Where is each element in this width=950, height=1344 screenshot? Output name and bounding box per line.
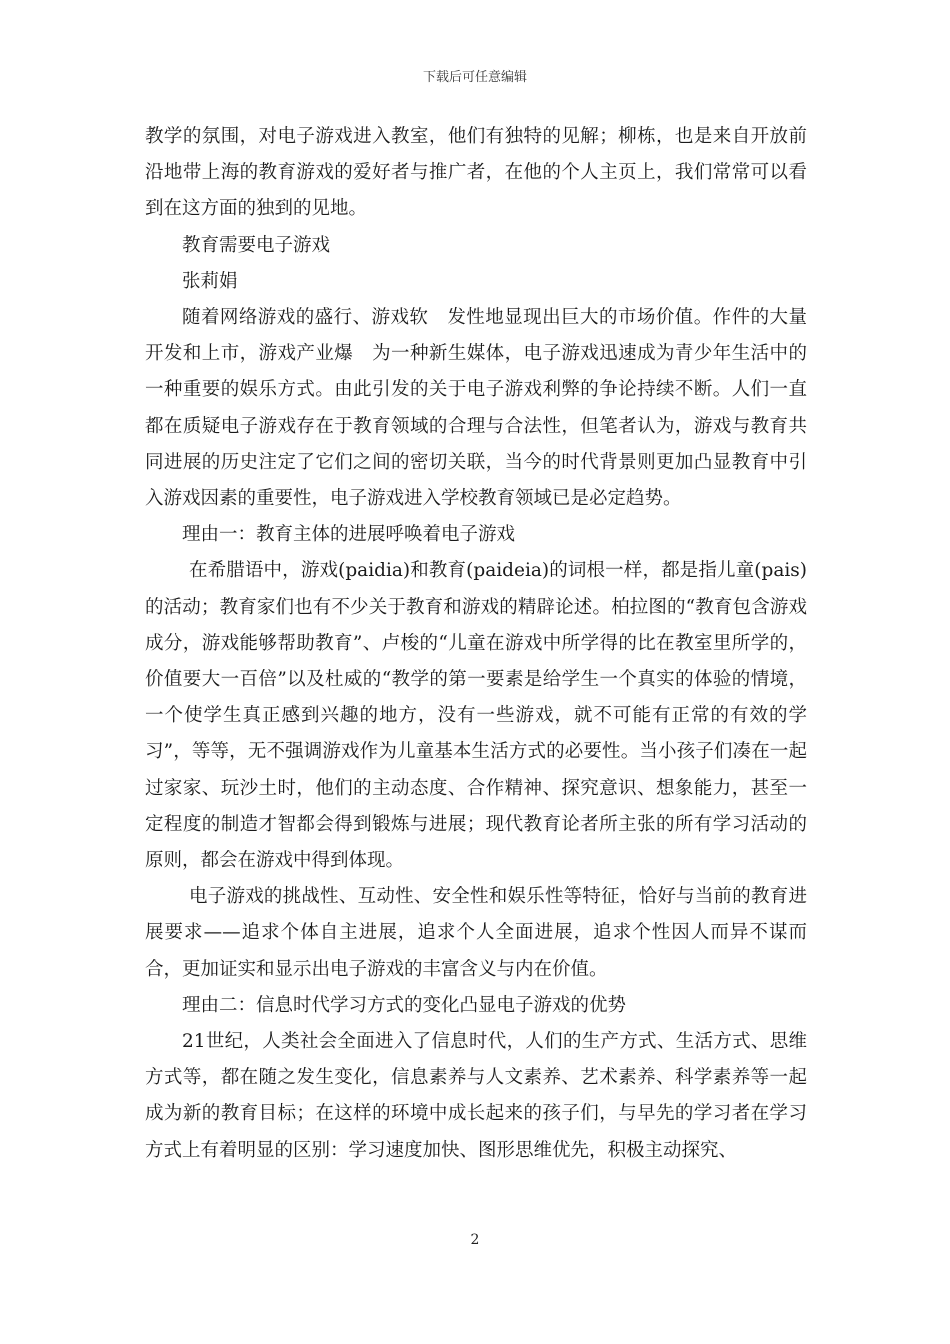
paragraph-reason-one-body: 在希腊语中，游戏(paidia)和教育(paideia)的词根一样，都是指儿童(pais)的活动；教育家们也有不少关于教育和游戏的精辟论述。柏拉图的“教育包含游戏成分，游戏能够帮助教育”、卢梭的“儿童在游戏中所学得的比在教室里所学的，价值要大一百倍”以及杜威的“教学的第一要素是给学生一个真实的体验的情境，一个使学生真正感到兴趣的地方，没有一些游戏，就不可能有正常的有效的学习”，等等，无不强调游戏作为儿童基本生活方式的必要性。当小孩子们凑在一起过家家、玩沙土时，他们的主动态度、合作精神、探究意识、想象能力，甚至一定程度的制造才智都会得到锻炼与进展；现代教育论者所主张的所有学习活动的原则，都会在游戏中得到体现。 bbox=[145, 560, 807, 872]
page-number: 2 bbox=[470, 1232, 480, 1248]
document-body bbox=[145, 119, 807, 1169]
article-title: 教育需要电子游戏 bbox=[182, 234, 331, 256]
paragraph-reason-two-body: 21世纪，人类社会全面进入了信息时代，人们的生产方式、生活方式、思维方式等，都在随之发生变化，信息素养与人文素养、艺术素养、科学素养等一起成为新的教育目标；在这样的环境中成长起来的孩子们，与早先的学习者在学习方式上有着明显的区别：学习速度加快、图形思维优先，积极主动探究、 bbox=[145, 1031, 807, 1161]
paragraph-intro-continuation: 教学的氛围，对电子游戏进入教室，他们有独特的见解；柳栋，也是来自开放前沿地带上海的教育游戏的爱好者与推广者，在他的个人主页上，我们常常可以看到在这方面的独到的见地。 bbox=[145, 126, 807, 220]
paragraph-opening: 随着网络游戏的盛行、游戏软 发性地显现出巨大的市场价值。作件的大量开发和上市，游戏产业爆 为一种新生媒体，电子游戏迅速成为青少年生活中的一种重要的娱乐方式。由此引发的关于电子游戏利弊的争论持续不断。人们一直都在质疑电子游戏存在于教育领域的合理与合法性，但笔者认为，游戏与教育共同进展的历史注定了它们之间的密切关联，当今的时代背景则更加凸显教育中引入游戏因素的重要性，电子游戏进入学校教育领域已是必定趋势。 bbox=[145, 307, 807, 510]
section-heading-reason-two: 理由二：信息时代学习方式的变化凸显电子游戏的优势 bbox=[182, 994, 627, 1016]
article-author: 张莉娟 bbox=[182, 270, 238, 292]
paragraph-reason-one-conclusion: 电子游戏的挑战性、互动性、安全性和娱乐性等特征，恰好与当前的教育进展要求——追求个体自主进展，追求个人全面进展，追求个性因人而异不谋而合，更加证实和显示出电子游戏的丰富含义与内在价值。 bbox=[145, 886, 807, 980]
section-heading-reason-one: 理由一：教育主体的进展呼唤着电子游戏 bbox=[182, 524, 516, 546]
page-header-note: 下载后可任意编辑 bbox=[422, 70, 527, 85]
